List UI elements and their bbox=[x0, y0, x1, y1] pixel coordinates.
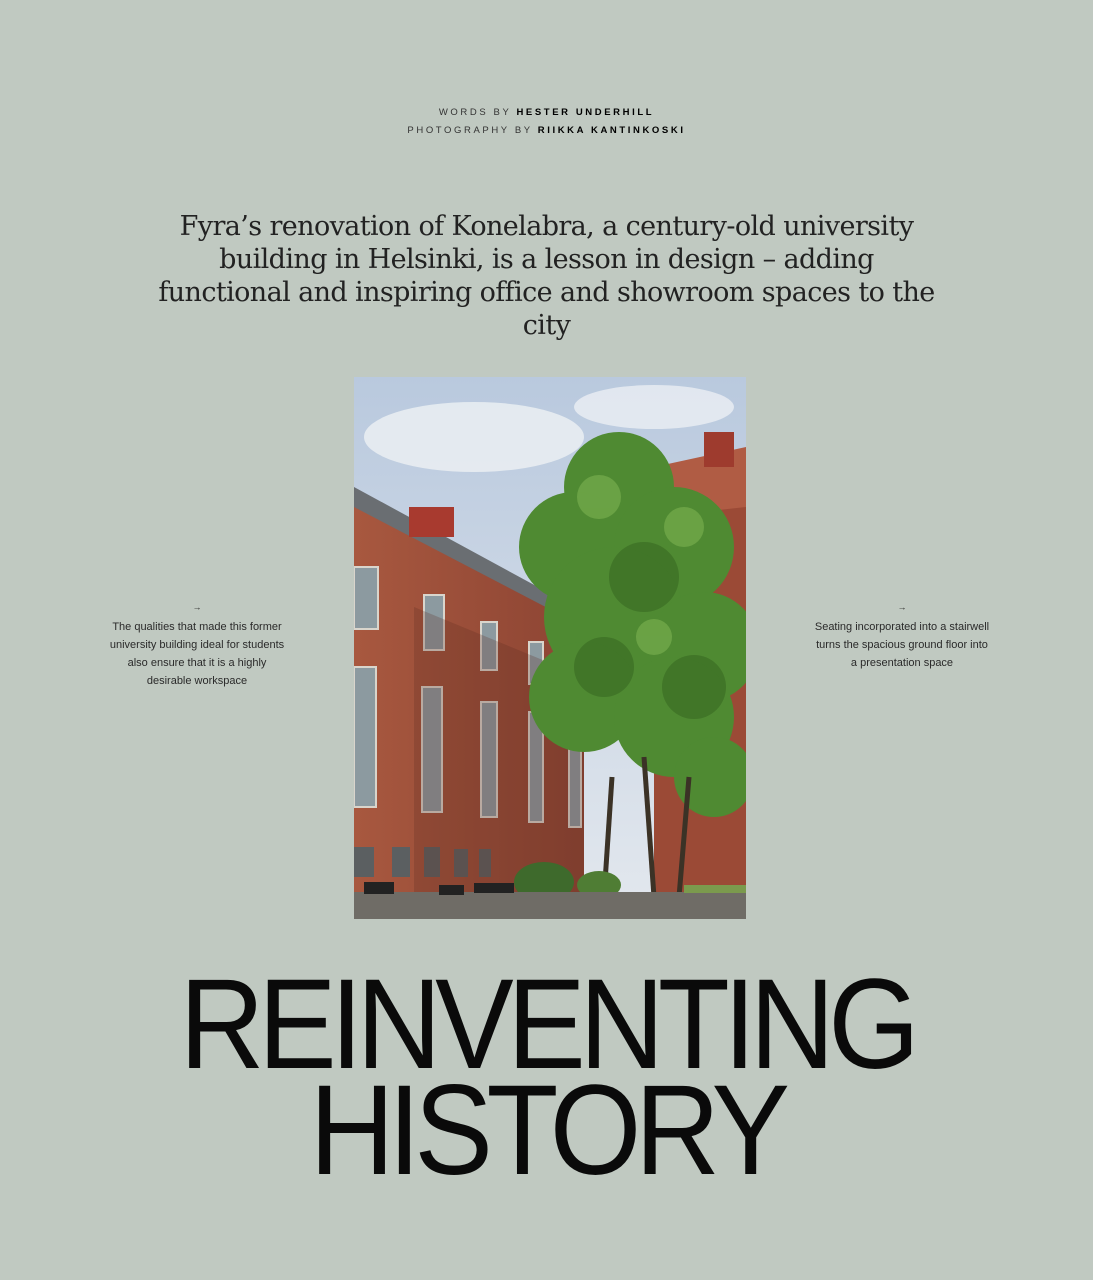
arrow-right-icon: → bbox=[897, 602, 907, 612]
photography-credit bbox=[0, 122, 1093, 140]
article-credits bbox=[0, 104, 1093, 140]
caption-right-text: Seating incorporated into a stairwell turns the spacious ground floor into a presentation space bbox=[814, 621, 990, 669]
photo-caption-left bbox=[107, 600, 287, 690]
building-photo-illustration bbox=[354, 377, 746, 919]
photo-caption-right bbox=[812, 600, 992, 672]
photographer-name: RIIKKA KANTINKOSKI bbox=[537, 125, 686, 136]
article-standfirst: Fyra’s renovation of Konelabra, a century-old university building in Helsinki, is a lesson in design – adding functional and inspiring office and showroom spaces to the city bbox=[158, 211, 935, 341]
article-headline bbox=[44, 953, 1050, 1202]
author-name: HESTER UNDERHILL bbox=[516, 107, 655, 118]
words-credit bbox=[0, 104, 1093, 122]
caption-left-text: The qualities that made this former university building ideal for students also ensure that it is a highly desirable workspace bbox=[109, 621, 285, 687]
headline-line-1: REINVENTING bbox=[179, 953, 914, 1096]
building-photo bbox=[354, 377, 746, 919]
photography-label: PHOTOGRAPHY BY bbox=[407, 125, 533, 136]
words-label: WORDS BY bbox=[438, 107, 512, 118]
headline-line-2: HISTORY bbox=[309, 1059, 784, 1202]
arrow-right-icon: → bbox=[192, 602, 202, 612]
